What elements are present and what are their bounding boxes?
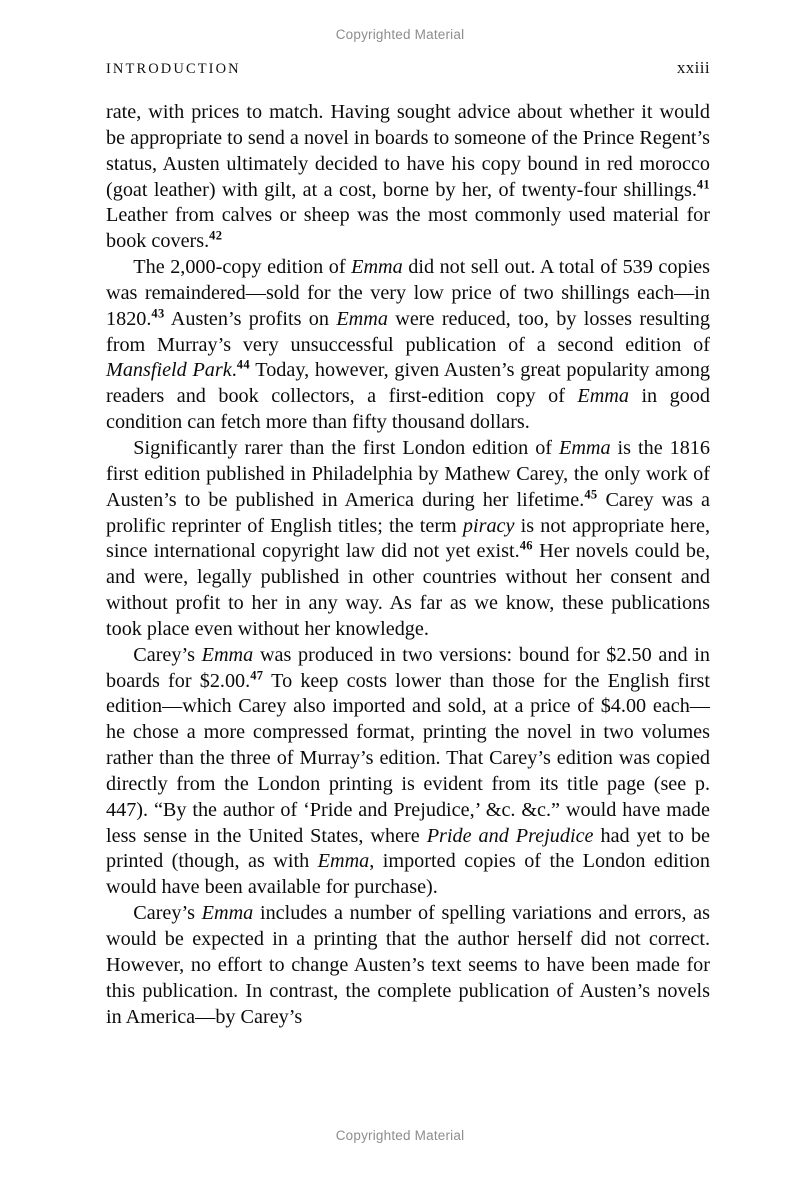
text-run: Carey was a prolific reprinter of English titles; the term [106,488,710,537]
text-run: Today, however, given Austen’s great popularity among readers and book collectors, a first-edition copy of [106,359,711,408]
running-head [106,58,710,78]
italic-title: Emma [201,643,254,666]
para-carey-versions-prices [106,643,710,901]
copyright-watermark-bottom: Copyrighted Material [335,1128,465,1143]
italic-title: Mansfield Park [106,359,232,382]
text-run: Carey’s [133,643,202,666]
footnote-marker: 44 [236,357,250,372]
footnote-marker: 47 [250,667,264,682]
italic-title: Emma [201,902,254,925]
text-run: did not sell out. A total of 539 copies was remaindered—sold for the very low price of two shillings each—in 1820. [106,256,710,330]
running-head-title: INTRODUCTION [106,61,241,77]
text-run: The 2,000-copy edition of [133,256,352,279]
italic-title: Emma [317,850,370,873]
para-spelling-variations [106,901,710,1030]
text-run: had yet to be printed (though, as with [106,824,710,873]
footnote-marker: 42 [209,228,223,243]
text-run: was produced in two versions: bound for $2.50 and in boards for $2.00. [106,643,710,692]
footnote-marker: 41 [696,176,710,191]
text-run: , imported copies of the London edition would have been available for purchase). [106,850,710,899]
italic-title: Emma [577,385,629,408]
text-run: Austen’s profits on [164,307,337,330]
italic-title: Emma [351,256,403,279]
footnote-marker: 46 [519,538,533,553]
text-run: is not appropriate here, since international copyright law did not yet exist. [106,514,710,563]
page-number: xxiii [676,58,710,77]
italic-title: Emma [336,307,388,330]
text-run: To keep costs lower than those for the English first edition—which Carey also imported and sold, at a price of $4.00 each—he chose a more compressed format, printing the novel in two volumes rather than the three of Murray’s edition. That Carey’s edition was copied directly from the London printing is evident from its title page (see p. 447). “By the author of ‘Pride and Prejudice,’ &c. &c.” would have made less sense in the United States, where [106,669,711,847]
text-run: Her novels could be, and were, legally published in other countries without her consent and without profit to her in any way. As far as we know, these publications took place even without her knowledge. [106,540,711,640]
copyright-watermark-top: Copyrighted Material [335,27,465,42]
italic-title: piracy [462,514,515,537]
text-run: in good condition can fetch more than fifty thousand dollars. [106,385,710,434]
para-binding-costs [106,100,710,255]
text-run: were reduced, too, by losses resulting from Murray’s very unsuccessful publication of a second edition of [106,307,710,356]
footnote-marker: 43 [151,306,165,321]
text-run: Carey’s [133,902,202,925]
text-run: Leather from calves or sheep was the most commonly used material for book covers. [106,204,710,253]
italic-title: Emma [559,436,611,459]
text-run: Significantly rarer than the first London edition of [133,436,559,459]
para-emma-edition-sales [106,255,710,436]
body-text-block [106,100,710,1030]
para-philadelphia-carey [106,436,710,643]
footnote-marker: 45 [584,486,598,501]
italic-title: Pride and Prejudice [426,824,594,847]
text-run: . [231,359,237,382]
text-run: is the 1816 first edition published in Philadelphia by Mathew Carey, the only work of Austen’s to be published in America during her lifetime. [106,436,710,511]
text-run: includes a number of spelling variations and errors, as would be expected in a printing that the author herself did not correct. However, no effort to change Austen’s text seems to have been made for this publication. In contrast, the complete publication of Austen’s novels in America—by Carey’s [106,902,710,1028]
text-run: rate, with prices to match. Having sought advice about whether it would be appropriate to send a novel in boards to someone of the Prince Regent’s status, Austen ultimately decided to have his copy bound in red morocco (goat leather) with gilt, at a cost, borne by her, of twenty-four shillings. [106,101,710,201]
